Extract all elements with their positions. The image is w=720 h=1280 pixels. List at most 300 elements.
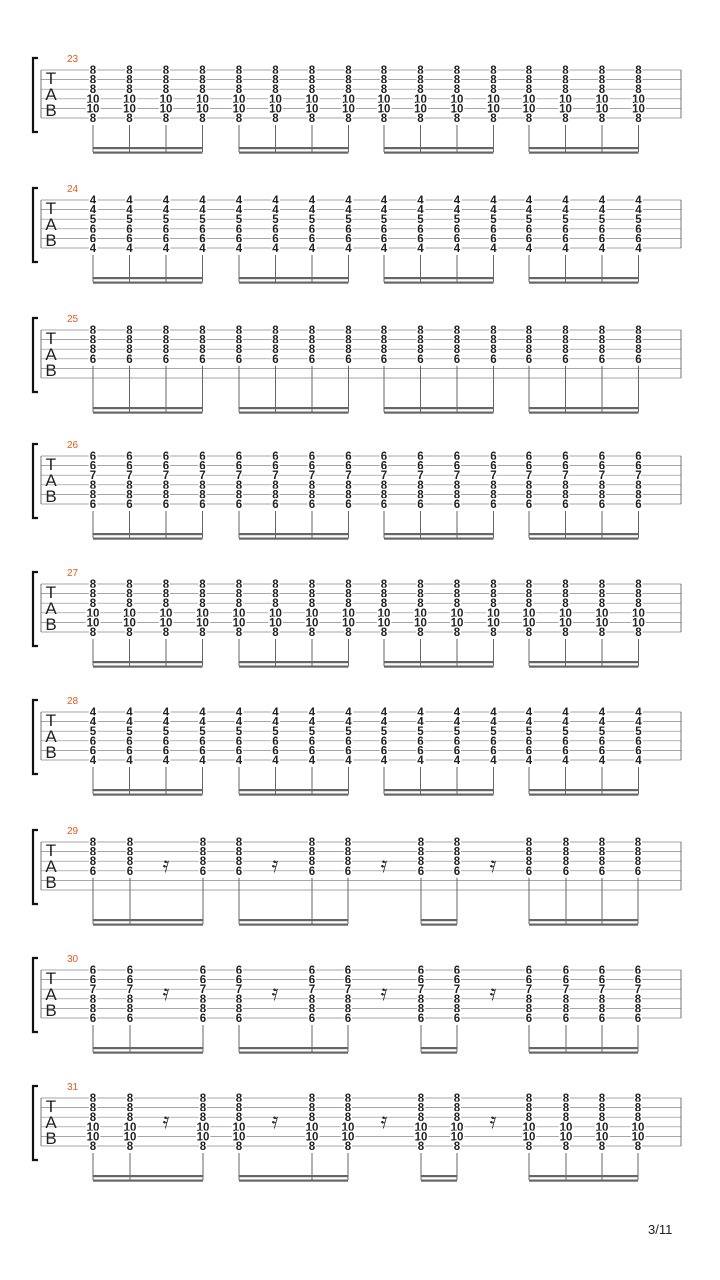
fret-number: 4 — [635, 195, 642, 207]
fret-number: 8 — [344, 1003, 352, 1016]
tab-clef-letter: T — [45, 841, 57, 860]
tab-clef-letter: B — [45, 487, 57, 506]
fret-number: 7 — [272, 470, 279, 483]
fret-number: 10 — [305, 617, 319, 630]
fret-number: 4 — [345, 755, 352, 767]
fret-number: 8 — [417, 588, 424, 601]
fret-number: 8 — [453, 1141, 461, 1153]
fret-number: 5 — [380, 214, 388, 227]
fret-number: 4 — [453, 243, 461, 255]
fret-number: 6 — [635, 233, 642, 246]
fret-number: 4 — [417, 707, 424, 719]
fret-number: 6 — [525, 223, 533, 236]
fret-number: 6 — [345, 745, 352, 758]
fret-number: 10 — [450, 617, 464, 630]
fret-number: 8 — [272, 588, 279, 601]
fret-number: 6 — [635, 735, 642, 748]
fret-number: 4 — [345, 707, 352, 719]
fret-number: 10 — [123, 1121, 137, 1134]
measure-number: 25 — [67, 314, 79, 325]
fret-number: 8 — [235, 856, 243, 869]
fret-number: 10 — [123, 617, 136, 630]
fret-number: 6 — [89, 745, 97, 758]
fret-number: 8 — [453, 325, 461, 337]
fret-number: 6 — [272, 735, 279, 748]
fret-number: 8 — [308, 588, 316, 601]
fret-number: 8 — [308, 1141, 316, 1153]
fret-number: 6 — [126, 974, 134, 987]
fret-number: 8 — [344, 993, 352, 1006]
tab-system — [33, 54, 681, 154]
fret-number: 6 — [199, 1013, 207, 1025]
beam — [239, 794, 349, 796]
fret-number: 8 — [525, 74, 533, 87]
fret-number: 10 — [86, 103, 100, 116]
fret-number: 10 — [341, 1131, 355, 1144]
fret-number: 6 — [235, 499, 243, 511]
fret-number: 4 — [235, 195, 243, 207]
fret-number: 8 — [598, 489, 606, 502]
system-bracket — [33, 318, 38, 392]
fret-number: 8 — [490, 334, 497, 347]
fret-number: 7 — [199, 470, 206, 483]
beam — [93, 1052, 203, 1054]
fret-number: 6 — [490, 233, 497, 246]
fret-number: 4 — [272, 195, 279, 207]
fret-number: 8 — [380, 489, 388, 502]
fret-number: 8 — [453, 598, 461, 611]
fret-number: 6 — [635, 499, 642, 511]
fret-number: 8 — [199, 1141, 207, 1153]
fret-number: 6 — [199, 223, 206, 236]
fret-number: 8 — [345, 489, 352, 502]
fret-number: 10 — [159, 617, 173, 630]
fret-number: 8 — [344, 1102, 352, 1115]
fret-number: 8 — [598, 846, 606, 859]
fret-number: 7 — [598, 984, 606, 997]
fret-number: 6 — [308, 974, 316, 987]
tab-clef-letter: A — [45, 727, 57, 746]
fret-number: 6 — [635, 460, 642, 473]
fret-number: 6 — [89, 865, 97, 878]
fret-number: 8 — [598, 479, 606, 492]
fret-number: 8 — [598, 579, 606, 591]
fret-number: 8 — [562, 1003, 570, 1016]
fret-number: 8 — [199, 344, 206, 357]
fret-number: 8 — [345, 113, 352, 125]
fret-number: 10 — [342, 607, 355, 620]
fret-number: 4 — [490, 707, 497, 719]
fret-number: 6 — [162, 499, 170, 511]
fret-number: 8 — [562, 993, 570, 1006]
fret-number: 8 — [525, 627, 533, 639]
fret-number: 8 — [525, 579, 533, 591]
fret-number: 8 — [598, 1112, 606, 1125]
fret-number: 10 — [305, 607, 319, 620]
fret-number: 10 — [86, 607, 100, 620]
fret-number: 8 — [417, 344, 424, 357]
fret-number: 6 — [199, 865, 207, 878]
fret-number: 10 — [595, 617, 609, 630]
fret-number: 4 — [345, 204, 352, 217]
fret-number: 10 — [196, 617, 209, 630]
fret-number: 8 — [345, 627, 352, 639]
beam — [384, 666, 494, 668]
fret-number: 6 — [199, 965, 207, 977]
fret-number: 8 — [453, 74, 461, 87]
measure-number: 24 — [67, 184, 79, 195]
fret-number: 4 — [199, 755, 206, 767]
fret-number: 4 — [635, 755, 642, 767]
fret-number: 8 — [525, 325, 533, 337]
fret-number: 4 — [417, 204, 424, 217]
fret-number: 4 — [562, 204, 569, 217]
fret-number: 8 — [635, 113, 642, 125]
fret-number: 10 — [305, 93, 319, 106]
fret-number: 6 — [162, 353, 170, 366]
fret-number: 6 — [453, 865, 461, 878]
fret-number: 8 — [199, 325, 206, 337]
fret-number: 10 — [522, 607, 536, 620]
fret-number: 6 — [634, 865, 642, 878]
fret-number: 6 — [453, 735, 461, 748]
fret-number: 8 — [562, 598, 569, 611]
fret-number: 8 — [89, 1102, 97, 1115]
beam — [93, 412, 203, 414]
fret-number: 8 — [525, 479, 533, 492]
fret-number: 8 — [635, 627, 642, 639]
fret-number: 4 — [598, 204, 606, 217]
fret-number: 8 — [453, 627, 461, 639]
fret-number: 8 — [308, 1003, 316, 1016]
beam — [93, 924, 203, 926]
fret-number: 6 — [89, 499, 97, 511]
fret-number: 8 — [417, 325, 424, 337]
fret-number: 10 — [269, 617, 282, 630]
fret-number: 8 — [199, 74, 206, 87]
fret-number: 10 — [232, 1121, 246, 1134]
beam — [384, 152, 494, 154]
beam — [93, 407, 203, 409]
fret-number: 6 — [162, 451, 170, 463]
fret-number: 6 — [598, 499, 606, 511]
fret-number: 6 — [235, 745, 243, 758]
fret-number: 4 — [235, 204, 243, 217]
measure-number: 26 — [67, 440, 79, 451]
beam — [529, 533, 639, 535]
fret-number: 10 — [196, 93, 209, 106]
fret-number: 8 — [562, 113, 569, 125]
fret-number: 8 — [417, 579, 424, 591]
beam — [93, 1175, 203, 1177]
fret-number: 8 — [635, 588, 642, 601]
fret-number: 5 — [562, 726, 569, 739]
fret-number: 4 — [89, 755, 97, 767]
fret-number: 8 — [235, 325, 243, 337]
fret-number: 8 — [417, 856, 425, 869]
beam — [93, 152, 203, 154]
tab-clef-letter: T — [45, 455, 57, 474]
fret-number: 4 — [453, 204, 461, 217]
beam — [384, 147, 494, 149]
fret-number: 7 — [525, 984, 533, 997]
beam — [529, 1052, 638, 1054]
fret-number: 5 — [199, 726, 206, 739]
fret-number: 8 — [417, 1141, 425, 1153]
fret-number: 6 — [380, 499, 388, 511]
sixteenth-rest: 𝄿 — [380, 853, 388, 878]
fret-number: 8 — [126, 325, 133, 337]
fret-number: 6 — [126, 745, 133, 758]
fret-number: 8 — [598, 588, 606, 601]
fret-number: 6 — [308, 451, 316, 463]
fret-number: 8 — [235, 1141, 243, 1153]
fret-number: 6 — [453, 499, 461, 511]
fret-number: 4 — [525, 707, 533, 719]
fret-number: 6 — [562, 223, 569, 236]
fret-number: 6 — [272, 499, 279, 511]
fret-number: 8 — [308, 846, 316, 859]
fret-number: 6 — [417, 974, 425, 987]
fret-number: 7 — [490, 470, 497, 483]
fret-number: 10 — [522, 1121, 536, 1134]
fret-number: 10 — [269, 607, 282, 620]
fret-number: 8 — [525, 113, 533, 125]
fret-number: 10 — [595, 1131, 609, 1144]
fret-number: 10 — [632, 617, 645, 630]
fret-number: 8 — [344, 837, 352, 849]
fret-number: 10 — [123, 93, 136, 106]
fret-number: 6 — [598, 735, 606, 748]
fret-number: 10 — [342, 103, 355, 116]
beam — [384, 661, 494, 663]
fret-number: 6 — [162, 223, 170, 236]
fret-number: 8 — [126, 74, 133, 87]
fret-number: 8 — [525, 334, 533, 347]
tab-system — [33, 1082, 681, 1182]
fret-number: 8 — [562, 588, 569, 601]
fret-number: 6 — [126, 460, 133, 473]
beam — [239, 1180, 348, 1182]
fret-number: 8 — [453, 579, 461, 591]
tab-clef-letter: T — [45, 1097, 57, 1116]
beam — [529, 277, 639, 279]
system-bracket — [33, 958, 38, 1032]
fret-number: 6 — [89, 233, 97, 246]
fret-number: 4 — [635, 243, 642, 255]
fret-number: 8 — [126, 993, 134, 1006]
fret-number: 10 — [631, 1121, 645, 1134]
fret-number: 8 — [345, 598, 352, 611]
fret-number: 8 — [89, 113, 97, 125]
fret-number: 5 — [89, 214, 97, 227]
fret-number: 10 — [559, 617, 572, 630]
fret-number: 10 — [559, 1131, 573, 1144]
fret-number: 8 — [380, 65, 388, 77]
fret-number: 8 — [598, 598, 606, 611]
fret-number: 6 — [598, 865, 606, 878]
fret-number: 8 — [308, 1093, 316, 1105]
fret-number: 4 — [380, 195, 388, 207]
fret-number: 8 — [490, 65, 497, 77]
tab-clef-letter: A — [45, 345, 57, 364]
fret-number: 6 — [235, 223, 243, 236]
fret-number: 10 — [86, 617, 100, 630]
fret-number: 8 — [235, 334, 243, 347]
fret-number: 6 — [272, 233, 279, 246]
fret-number: 6 — [453, 353, 461, 366]
fret-number: 4 — [162, 707, 170, 719]
fret-number: 8 — [199, 846, 207, 859]
fret-number: 8 — [199, 479, 206, 492]
fret-number: 6 — [308, 353, 316, 366]
fret-number: 5 — [380, 726, 388, 739]
fret-number: 4 — [126, 707, 133, 719]
fret-number: 8 — [562, 579, 569, 591]
fret-number: 6 — [562, 974, 570, 987]
beam — [529, 282, 639, 284]
fret-number: 6 — [525, 965, 533, 977]
fret-number: 8 — [380, 579, 388, 591]
fret-number: 6 — [345, 499, 352, 511]
fret-number: 4 — [272, 755, 279, 767]
fret-number: 8 — [417, 84, 424, 97]
fret-number: 8 — [199, 627, 206, 639]
fret-number: 6 — [380, 735, 388, 748]
fret-number: 8 — [453, 84, 461, 97]
fret-number: 8 — [562, 489, 569, 502]
fret-number: 8 — [162, 627, 170, 639]
fret-number: 10 — [342, 617, 355, 630]
fret-number: 8 — [490, 627, 497, 639]
fret-number: 8 — [635, 479, 642, 492]
measure-number: 31 — [67, 1082, 79, 1093]
sixteenth-rest: 𝄿 — [271, 981, 279, 1006]
fret-number: 8 — [598, 344, 606, 357]
fret-number: 7 — [562, 984, 570, 997]
fret-number: 10 — [86, 93, 100, 106]
fret-number: 8 — [453, 856, 461, 869]
fret-number: 10 — [632, 103, 645, 116]
fret-number: 10 — [232, 103, 246, 116]
fret-number: 8 — [89, 74, 97, 87]
fret-number: 8 — [562, 837, 570, 849]
fret-number: 5 — [89, 726, 97, 739]
fret-number: 10 — [305, 1131, 319, 1144]
fret-number: 8 — [235, 993, 243, 1006]
fret-number: 10 — [159, 103, 173, 116]
fret-number: 8 — [126, 598, 133, 611]
fret-number: 8 — [562, 344, 569, 357]
fret-number: 8 — [525, 1102, 533, 1115]
fret-number: 10 — [196, 1121, 210, 1134]
fret-number: 8 — [235, 598, 243, 611]
fret-number: 4 — [126, 195, 133, 207]
fret-number: 8 — [162, 325, 170, 337]
fret-number: 4 — [199, 195, 206, 207]
system-bracket — [33, 572, 38, 646]
fret-number: 8 — [308, 65, 316, 77]
fret-number: 8 — [235, 479, 243, 492]
fret-number: 8 — [525, 588, 533, 601]
fret-number: 8 — [562, 1093, 570, 1105]
fret-number: 8 — [345, 65, 352, 77]
fret-number: 8 — [308, 627, 316, 639]
fret-number: 8 — [235, 1003, 243, 1016]
fret-number: 4 — [380, 716, 388, 729]
fret-number: 4 — [525, 195, 533, 207]
fret-number: 6 — [562, 965, 570, 977]
measure-number: 30 — [67, 954, 79, 965]
fret-number: 4 — [235, 707, 243, 719]
tab-clef-letter: A — [45, 985, 57, 1004]
fret-number: 8 — [162, 489, 170, 502]
fret-number: 6 — [199, 745, 206, 758]
fret-number: 4 — [598, 716, 606, 729]
tab-clef-letter: T — [45, 969, 57, 988]
fret-number: 8 — [417, 479, 424, 492]
fret-number: 5 — [126, 214, 133, 227]
fret-number: 5 — [525, 214, 533, 227]
fret-number: 8 — [525, 344, 533, 357]
tab-clef-letter: T — [45, 199, 57, 218]
fret-number: 8 — [453, 588, 461, 601]
fret-number: 4 — [490, 755, 497, 767]
fret-number: 4 — [89, 707, 97, 719]
beam — [421, 924, 457, 926]
fret-number: 6 — [89, 735, 97, 748]
fret-number: 10 — [377, 93, 391, 106]
fret-number: 6 — [126, 865, 134, 878]
fret-number: 8 — [272, 325, 279, 337]
fret-number: 8 — [525, 846, 533, 859]
fret-number: 10 — [559, 103, 572, 116]
tab-clef-letter: T — [45, 583, 57, 602]
fret-number: 8 — [199, 1003, 207, 1016]
fret-number: 6 — [345, 353, 352, 366]
fret-number: 4 — [308, 195, 316, 207]
fret-number: 8 — [417, 1102, 425, 1115]
fret-number: 6 — [199, 233, 206, 246]
fret-number: 10 — [196, 607, 209, 620]
fret-number: 8 — [345, 84, 352, 97]
fret-number: 8 — [126, 837, 134, 849]
fret-number: 8 — [199, 837, 207, 849]
fret-number: 8 — [453, 1112, 461, 1125]
fret-number: 8 — [162, 579, 170, 591]
fret-number: 8 — [89, 588, 97, 601]
fret-number: 8 — [635, 489, 642, 502]
fret-number: 8 — [199, 598, 206, 611]
fret-number: 6 — [417, 499, 424, 511]
fret-number: 10 — [342, 93, 355, 106]
fret-number: 10 — [559, 1121, 573, 1134]
fret-number: 6 — [525, 499, 533, 511]
fret-number: 4 — [417, 195, 424, 207]
fret-number: 8 — [525, 1141, 533, 1153]
fret-number: 8 — [380, 479, 388, 492]
fret-number: 8 — [453, 65, 461, 77]
fret-number: 10 — [487, 103, 500, 116]
fret-number: 8 — [308, 837, 316, 849]
fret-number: 8 — [308, 74, 316, 87]
fret-number: 10 — [123, 607, 136, 620]
fret-number: 8 — [490, 489, 497, 502]
fret-number: 8 — [344, 856, 352, 869]
fret-number: 4 — [598, 707, 606, 719]
beam — [529, 924, 638, 926]
fret-number: 8 — [162, 334, 170, 347]
